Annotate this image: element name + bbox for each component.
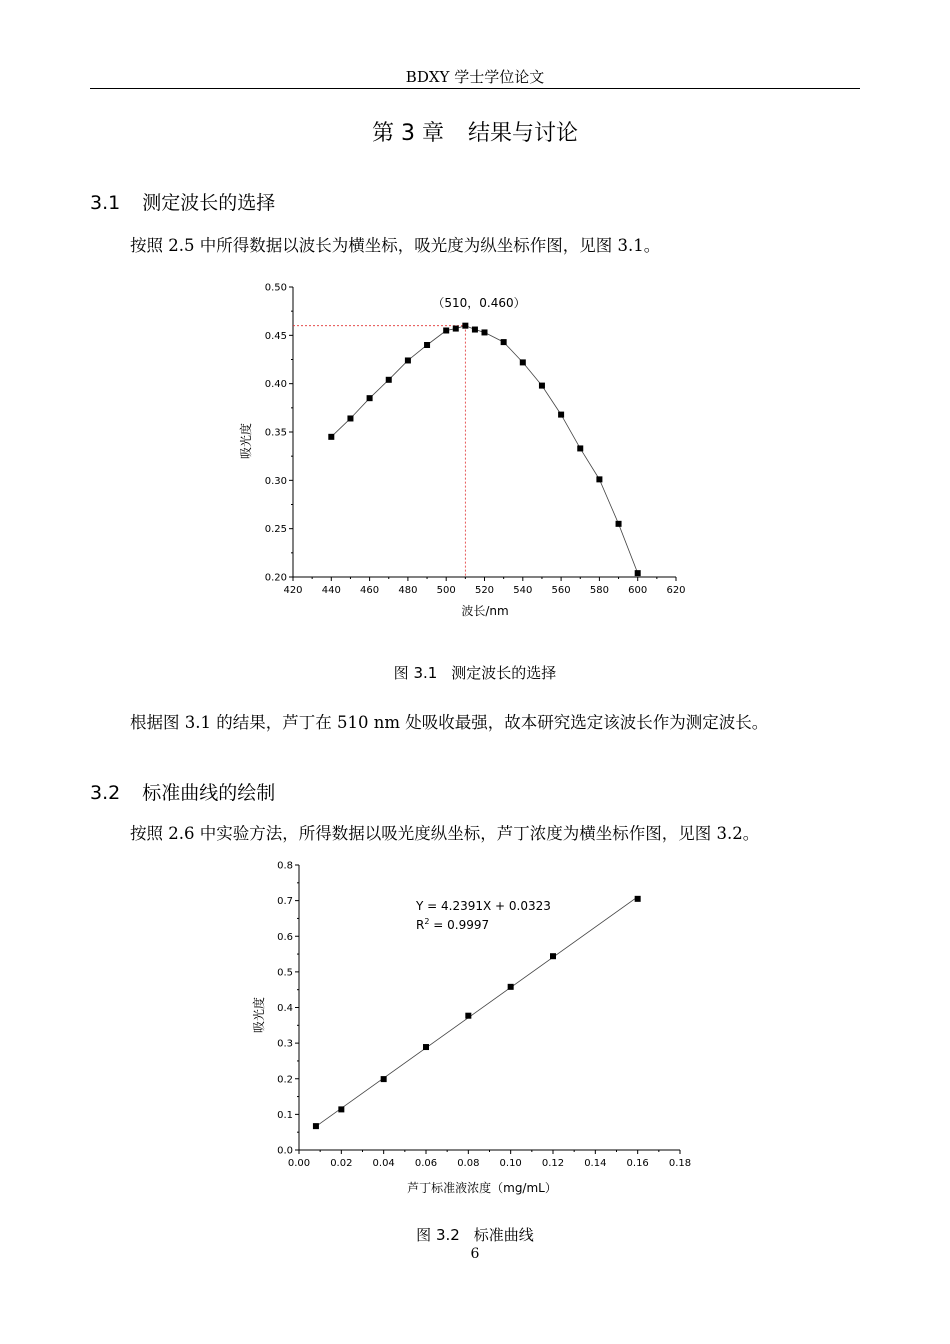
section-intro-3-2: 按照 2.6 中实验方法，所得数据以吸光度纵坐标，芦丁浓度为横坐标作图，见图 3.2。 <box>130 824 760 843</box>
x-tick-label: 500 <box>436 585 456 596</box>
y-tick-label: 0.45 <box>264 330 287 342</box>
x-tick-label: 520 <box>474 585 495 596</box>
y-tick-label: 0.6 <box>277 931 293 943</box>
x-tick-label: 440 <box>321 585 341 596</box>
x-tick-label: 620 <box>666 585 686 596</box>
chart2-y-axis-label: 吸光度 <box>252 996 266 1034</box>
data-point <box>313 1123 319 1129</box>
y-tick-label: 0.50 <box>264 282 287 294</box>
y-tick-label: 0.0 <box>277 1145 293 1157</box>
y-tick-label: 0.4 <box>277 1003 293 1014</box>
x-tick-label: 420 <box>283 585 303 596</box>
chapter-name: 结果与讨论 <box>467 121 578 146</box>
x-tick-label: 0.14 <box>584 1158 607 1169</box>
data-point <box>381 1076 387 1082</box>
r2-symbol: R <box>416 918 425 932</box>
y-tick-label: 0.1 <box>277 1109 293 1121</box>
y-tick-label: 0.20 <box>264 572 287 584</box>
x-tick-label: 0.12 <box>541 1158 565 1169</box>
section-title: 测定波长的选择 <box>142 192 276 214</box>
chart1-peak-annotation: （510，0.460） <box>432 296 526 310</box>
y-tick-label: 0.40 <box>264 379 287 391</box>
section-intro-3-1: 按照 2.5 中所得数据以波长为横坐标，吸光度为纵坐标作图，见图 3.1。 <box>130 236 661 255</box>
section-number: 3.2 <box>90 782 121 804</box>
x-tick-label: 0.04 <box>372 1158 395 1169</box>
x-tick-label: 540 <box>513 585 533 596</box>
data-point <box>550 953 556 959</box>
x-tick-label: 0.00 <box>287 1158 311 1169</box>
data-point <box>423 1044 429 1050</box>
chart1-x-axis-label: 波长/nm <box>461 604 509 618</box>
x-tick-label: 480 <box>398 585 418 596</box>
x-tick-label: 0.02 <box>330 1158 353 1169</box>
y-tick-label: 0.8 <box>277 860 293 872</box>
x-tick-label: 0.10 <box>499 1158 522 1169</box>
data-point <box>508 984 514 990</box>
y-tick-label: 0.30 <box>264 475 287 487</box>
chart1-y-axis-label: 吸光度 <box>239 422 253 460</box>
x-tick-label: 0.06 <box>414 1158 438 1169</box>
page-number: 6 <box>470 1246 480 1262</box>
figure-3-2-caption <box>0 1224 950 1245</box>
chapter-number: 第 3 章 <box>372 121 444 146</box>
figure-label: 图 3.1 <box>393 664 438 682</box>
chart2-equation: Y = 4.2391X + 0.0323 <box>416 899 551 913</box>
y-tick-label: 0.7 <box>277 896 293 908</box>
section-number: 3.1 <box>90 192 121 214</box>
y-tick-label: 0.35 <box>264 427 287 439</box>
figure-label: 图 3.2 <box>416 1226 460 1244</box>
x-tick-label: 0.16 <box>626 1158 649 1169</box>
x-tick-label: 460 <box>360 585 380 596</box>
x-tick-label: 600 <box>628 585 648 596</box>
x-tick-label: 580 <box>589 585 609 596</box>
data-point <box>338 1106 344 1112</box>
figure-caption-text: 测定波长的选择 <box>451 664 557 682</box>
x-tick-label: 0.18 <box>668 1158 692 1169</box>
x-tick-label: 0.08 <box>457 1158 480 1169</box>
y-tick-label: 0.3 <box>277 1038 293 1050</box>
y-tick-label: 0.5 <box>277 967 293 979</box>
chart2-r-squared: $R^2 = 0.9997$ <box>416 917 490 932</box>
y-tick-label: 0.25 <box>264 524 287 536</box>
section-title: 标准曲线的绘制 <box>142 782 276 804</box>
figure-caption-text: 标准曲线 <box>473 1226 534 1244</box>
data-point <box>635 896 641 902</box>
chart2-x-axis-label: 芦丁标准液浓度（mg/mL） <box>407 1181 557 1195</box>
conclusion-paragraph: 根据图 3.1 的结果，芦丁在 510 nm 处吸收最强，故本研究选定该波长作为测定波长。 <box>130 713 769 732</box>
y-tick-label: 0.2 <box>277 1074 293 1086</box>
page-header: BDXY 学士学位论文 <box>405 68 545 86</box>
x-tick-label: 560 <box>551 585 571 596</box>
data-point <box>465 1013 471 1019</box>
r2-value: = 0.9997 <box>429 918 490 932</box>
